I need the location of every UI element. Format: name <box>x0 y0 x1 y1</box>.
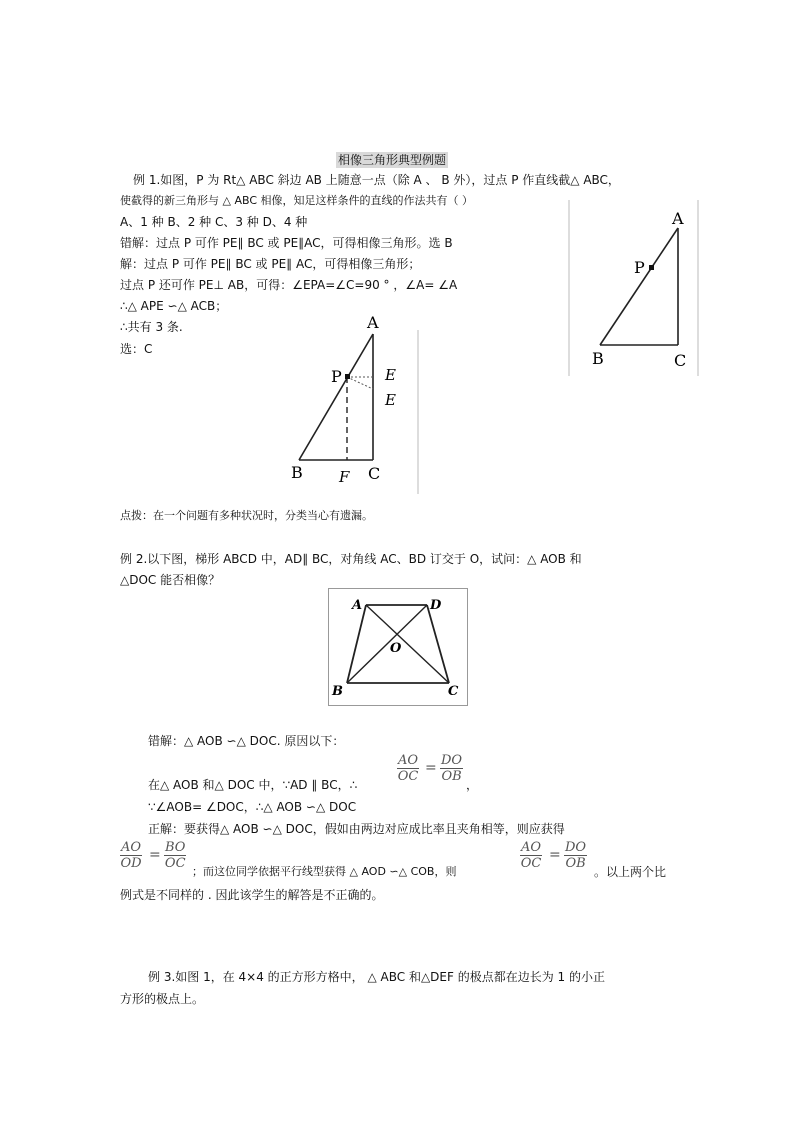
ex1-solution-line1: 解：过点 P 可作 PE∥ BC 或 PE∥ AC，可得相像三角形； <box>120 257 421 271</box>
ex2-tail: 。以上两个比 <box>594 865 667 879</box>
ex1-line2: 使截得的新三角形与 △ ABC 相像，知足这样条件的直线的作法共有（ ） <box>120 194 474 207</box>
fig3-label-c: C <box>448 684 459 699</box>
fig1-label-a: A <box>672 209 684 228</box>
ex3-line1: 例 3.如图 1，在 4×4 的正方形方格中， △ ABC 和△DEF 的极点都在边长为 1 的小正 <box>148 970 605 984</box>
equals-sign: = <box>425 760 437 776</box>
ex1-tip: 点拨：在一个问题有多种状况时，分类当心有遗漏。 <box>120 509 373 522</box>
ex2-in-triangles: 在△ AOB 和△ DOC 中，∵AD ∥ BC，∴ <box>148 778 358 792</box>
fraction-do-ob-2: $\frac{DO}{OB}$ <box>565 840 587 871</box>
fig3-label-a: A <box>352 598 363 613</box>
fig1-label-b: B <box>592 349 604 368</box>
ex1-wrong-solution: 错解：过点 P 可作 PE∥ BC 或 PE∥AC，可得相像三角形。选 B <box>120 236 453 250</box>
ex1-options: A、1 种 B、2 种 C、3 种 D、4 种 <box>120 215 308 229</box>
fig2-label-a: A <box>367 313 379 332</box>
ex1-figure-right-triangle <box>568 200 700 378</box>
fig2-label-p: P <box>331 367 342 386</box>
page-title: 相像三角形典型例题 <box>338 153 447 167</box>
ex2-mid-text: ；而这位同学依据平行线型获得 △ AOD ∽△ COB，则 <box>192 865 457 878</box>
fraction-ao-oc: $\frac{AO}{OC}$ <box>397 753 419 784</box>
fig2-label-f: F <box>339 468 350 486</box>
equals-sign: = <box>549 847 561 863</box>
fig3-label-d: D <box>430 598 442 613</box>
fig2-label-e1: E <box>385 366 396 384</box>
ex2-figure-trapezoid <box>328 588 468 706</box>
ex2-conclusion: 例式是不同样的 . 因此该学生的解答是不正确的。 <box>120 888 384 902</box>
ex2-correct-solution: 正解：要获得△ AOB ∽△ DOC，假如由两边对应成比率且夹角相等，则应获得 <box>148 822 565 836</box>
fig1-label-c: C <box>674 351 687 370</box>
fig3-label-b: B <box>332 684 343 699</box>
ex1-line1: 例 1.如图，P 为 Rt△ ABC 斜边 AB 上随意一点（除 A 、 B 外），过点 P 作直线截△ ABC， <box>133 173 620 187</box>
ex2-comma: ， <box>466 778 479 792</box>
fig3-label-o: O <box>390 641 402 656</box>
fig1-label-p: P <box>634 258 645 277</box>
ex1-solution-line4: ∴共有 3 条. <box>120 320 183 334</box>
fraction-do-ob: $\frac{DO}{OB}$ <box>441 753 463 784</box>
ex1-figure-construction <box>285 312 425 494</box>
ex2-wrong-solution: 错解：△ AOB ∽△ DOC. 原因以下： <box>148 734 345 748</box>
ex1-solution-line3: ∴△ APE ∽△ ACB； <box>120 299 228 313</box>
fig2-label-c: C <box>368 464 381 483</box>
ex2-line2: △DOC 能否相像？ <box>120 573 221 587</box>
ex2-because: ∵∠AOB= ∠DOC，∴△ AOB ∽△ DOC <box>148 800 357 814</box>
ex1-solution-line5: 选：C <box>120 342 153 356</box>
fig2-label-e2: E <box>385 391 396 409</box>
ex1-solution-line2: 过点 P 还可作 PE⊥ AB，可得：∠EPA=∠C=90 ° ，∠A= ∠A <box>120 278 458 292</box>
equals-sign: = <box>149 847 161 863</box>
fraction-ao-od: $\frac{AO}{OD}$ <box>120 840 142 871</box>
fraction-bo-oc: $\frac{BO}{OC}$ <box>164 840 186 871</box>
ex2-line1: 例 2.以下图，梯形 ABCD 中，AD∥ BC，对角线 AC、BD 订交于 O，试问：△ AOB 和 <box>120 552 582 566</box>
ex3-line2: 方形的极点上。 <box>120 992 205 1006</box>
fig2-label-b: B <box>291 463 303 482</box>
fraction-ao-oc-2: $\frac{AO}{OC}$ <box>520 840 542 871</box>
